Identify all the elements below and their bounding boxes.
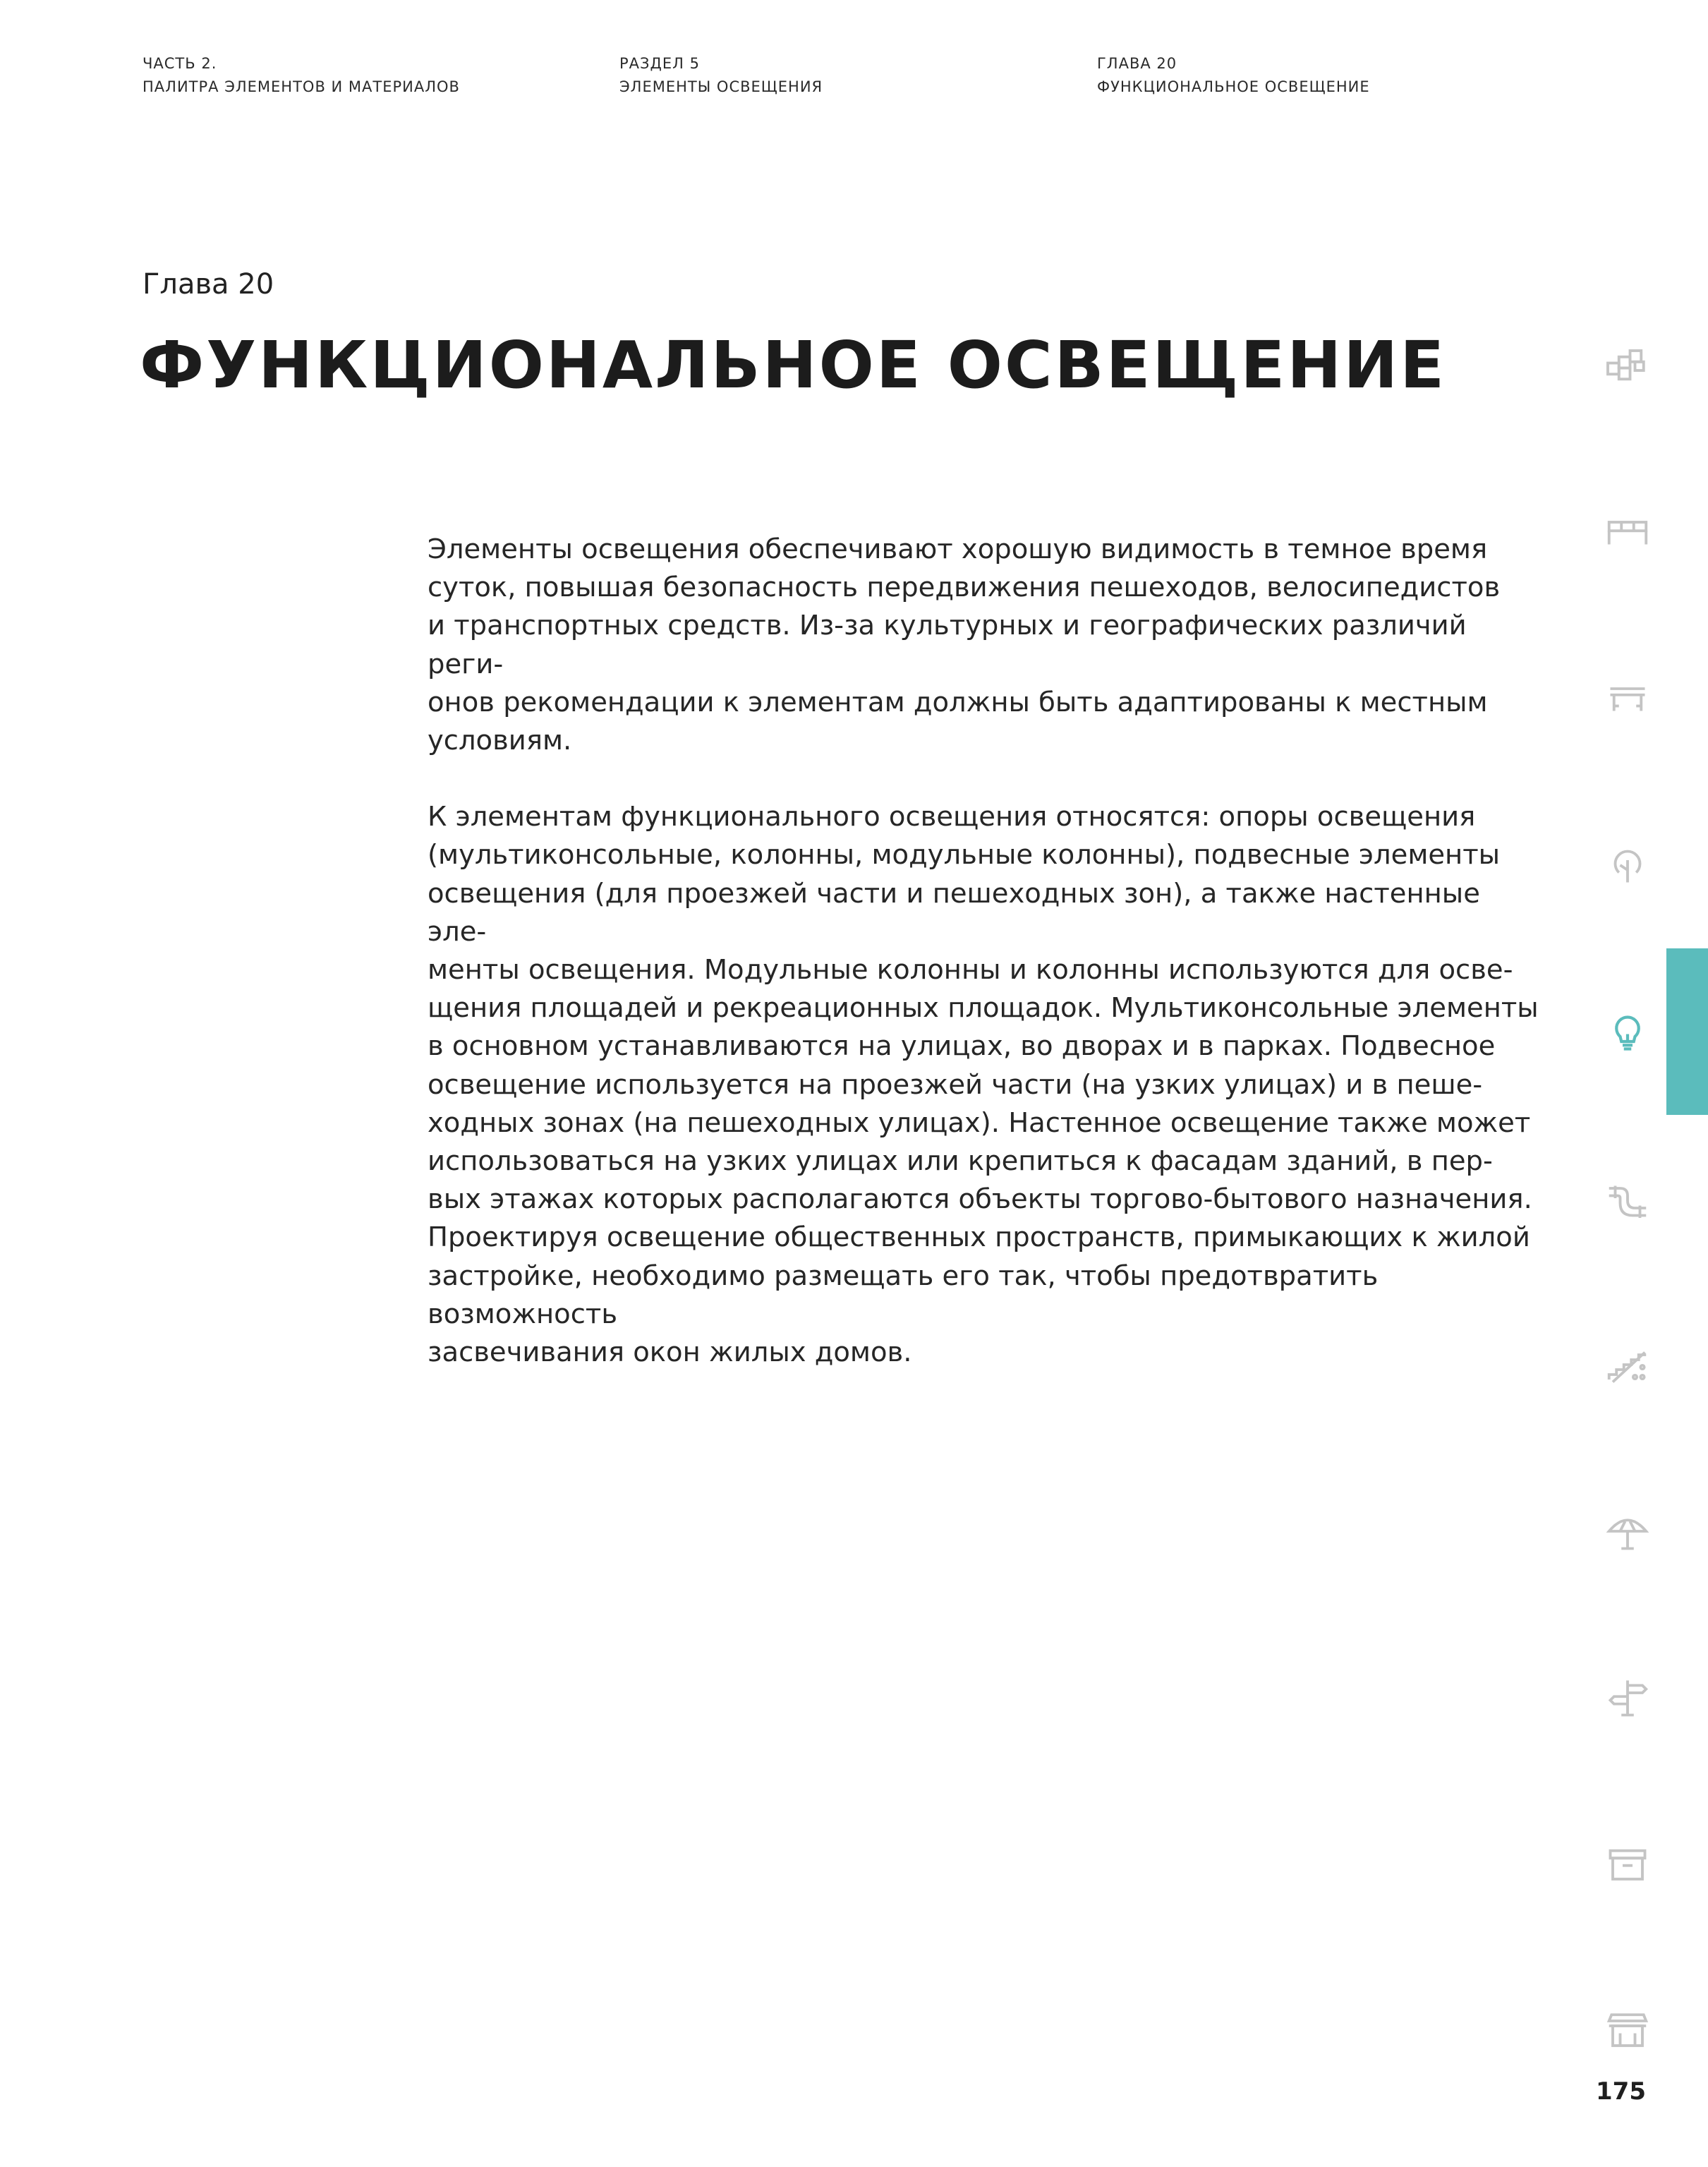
nav-item-umbrella[interactable] — [1596, 1448, 1708, 1614]
active-section-tab — [1666, 948, 1708, 1115]
header-part-title: ПАЛИТРА ЭЛЕМЕНТОВ И МАТЕРИАЛОВ — [143, 78, 460, 95]
bench-icon — [1603, 507, 1652, 557]
header-part — [143, 52, 460, 99]
nav-item-container[interactable] — [1596, 1781, 1708, 1948]
body-text — [428, 531, 1542, 1410]
umbrella-icon — [1603, 1507, 1652, 1556]
header-part-number: ЧАСТЬ 2. — [143, 55, 217, 72]
paragraph: К элементам функционального освещения относятся: опоры освещения (мультиконсольные, колонны, модульные колонны), подвесные элементы освещения (для проезжей части и пешеходных зон), а также настенные эле- менты освещения. Модульные колонны и колонны используются для осве- щения площадей и рекреационных площадок. Мультиконсольные элементы в основном устанавливаются на улицах, во дворах и в парках. Подвесное освещение используется на проезжей части (на узких улицах) и в пеше- ходных зонах (на пешеходных улицах). Настенное освещение также может использоваться на узких улицах или крепиться к фасадам зданий, в пер- вых этажах которых располагаются объекты торгово-бытового назначения. Проектируя освещение общественных пространств, примыкающих к жилой застройке, необходимо размещать его так, чтобы предотвратить возможность засвечивания окон жилых домов. — [428, 801, 1539, 1369]
nav-item-table[interactable] — [1596, 615, 1708, 782]
nav-item-blocks[interactable] — [1596, 282, 1708, 449]
table-icon — [1603, 674, 1652, 723]
nav-item-bench[interactable] — [1596, 449, 1708, 615]
nav-item-tree[interactable] — [1596, 782, 1708, 948]
chapter-label: Глава 20 — [143, 268, 274, 301]
signpost-icon — [1603, 1673, 1652, 1722]
header-section — [619, 52, 823, 99]
nav-item-pipe[interactable] — [1596, 1115, 1708, 1281]
header-chapter — [1097, 52, 1370, 99]
running-header — [0, 52, 1708, 102]
paragraph: Элементы освещения обеспечивают хорошую видимость в темное время суток, повышая безопасность передвижения пешеходов, велосипедистов и транспортных средств. Из-за культурных и географических различий реги- онов рекомендации к элементам должны быть адаптированы к местным условиям. — [428, 533, 1501, 757]
stairs-icon — [1603, 1340, 1652, 1389]
section-navigation — [1596, 282, 1708, 2075]
header-chapter-number: ГЛАВА 20 — [1097, 55, 1177, 72]
header-section-title: ЭЛЕМЕНТЫ ОСВЕЩЕНИЯ — [619, 78, 823, 95]
lightbulb-icon — [1603, 1007, 1652, 1056]
kiosk-icon — [1603, 2006, 1652, 2056]
chapter-title: ФУНКЦИОНАЛЬНОЕ ОСВЕЩЕНИЕ — [140, 327, 1447, 403]
container-icon — [1603, 1840, 1652, 1889]
header-section-number: РАЗДЕЛ 5 — [619, 55, 700, 72]
tree-icon — [1603, 840, 1652, 890]
nav-item-signpost[interactable] — [1596, 1614, 1708, 1781]
page-number: 175 — [1596, 2077, 1646, 2106]
nav-item-stairs[interactable] — [1596, 1281, 1708, 1448]
blocks-icon — [1603, 341, 1652, 390]
pipe-icon — [1603, 1173, 1652, 1223]
nav-item-lighting[interactable] — [1596, 948, 1708, 1115]
header-chapter-title: ФУНКЦИОНАЛЬНОЕ ОСВЕЩЕНИЕ — [1097, 78, 1370, 95]
